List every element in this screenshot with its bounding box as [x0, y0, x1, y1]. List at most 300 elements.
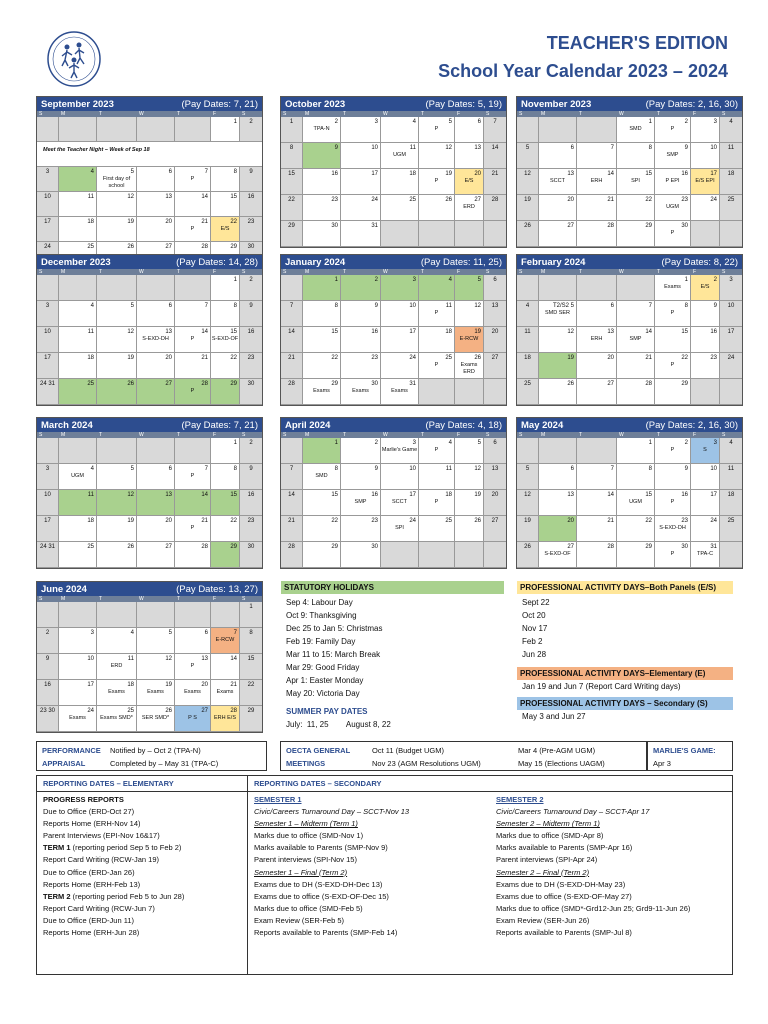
- day-number: 23: [247, 518, 255, 524]
- day-number: 15: [331, 492, 338, 498]
- day-number: 2: [684, 119, 688, 125]
- rep-sec-item: Marks due to office (SMD*-Grd12-Jun 25; Grd9-11-Jun 26): [496, 903, 691, 913]
- day-number: 23: [681, 518, 688, 524]
- day-cell: [97, 301, 137, 327]
- day-cell: [419, 464, 455, 490]
- day-number: 31: [710, 544, 717, 550]
- day-number: 13: [491, 303, 499, 309]
- rep-elem-item: Reports Home (ERH-Nov 14): [43, 819, 141, 829]
- day-cell: [655, 117, 691, 143]
- day-number: 19: [127, 355, 134, 361]
- day-cell: [691, 169, 720, 195]
- day-note: P: [670, 230, 675, 236]
- month-calendar: [280, 417, 507, 569]
- day-cell: [281, 195, 303, 221]
- reporting-secondary-box: [247, 775, 733, 975]
- day-cell: [341, 327, 381, 353]
- day-number: 27: [165, 244, 172, 250]
- day-cell: [211, 628, 240, 654]
- day-number: 27: [567, 544, 574, 550]
- day-note: First day of school: [102, 176, 131, 189]
- day-number: [484, 221, 506, 223]
- day-cell: [211, 192, 240, 217]
- semester-2-column: [490, 792, 732, 941]
- weekday-label: M: [541, 432, 546, 438]
- day-cell: [211, 167, 240, 192]
- day-note: E/S EPI: [695, 178, 715, 184]
- day-number: [539, 117, 576, 119]
- day-number: 30: [681, 544, 688, 550]
- day-cell: [539, 327, 577, 353]
- day-number: 11: [445, 466, 452, 472]
- day-number: 1: [684, 277, 688, 283]
- day-number: 15: [681, 329, 688, 335]
- day-cell: [484, 195, 506, 221]
- day-note: ERH E/S: [213, 715, 236, 721]
- day-number: 4: [90, 303, 94, 309]
- day-cell: [281, 169, 303, 195]
- day-number: 30: [247, 544, 255, 550]
- day-cell: [419, 275, 455, 301]
- day-cell: [419, 379, 455, 405]
- day-number: 25: [445, 355, 452, 361]
- day-cell: [720, 464, 742, 490]
- day-cell: [240, 275, 262, 301]
- day-number: 23: [247, 355, 255, 361]
- day-grid: [37, 602, 262, 732]
- day-cell: [419, 438, 455, 464]
- day-cell: [281, 516, 303, 542]
- day-cell: [37, 542, 59, 568]
- day-cell: [240, 602, 262, 628]
- day-cell: [175, 542, 211, 568]
- day-number: 21: [607, 518, 614, 524]
- day-number: [37, 602, 58, 604]
- day-cell: [381, 301, 419, 327]
- day-cell: [655, 327, 691, 353]
- day-cell: [381, 117, 419, 143]
- rep-sec-item: Parent interviews (SPI-Apr 24): [496, 855, 598, 865]
- day-number: 30: [371, 381, 378, 387]
- day-cell: [137, 490, 175, 516]
- day-number: 16: [681, 492, 688, 498]
- day-note: UGM: [71, 473, 84, 479]
- weekday-label: W: [139, 596, 144, 602]
- progress-reports-heading: PROGRESS REPORTS: [43, 795, 124, 804]
- day-cell: [539, 379, 577, 405]
- day-cell: [539, 275, 577, 301]
- day-cell: [97, 167, 137, 192]
- day-number: 11: [445, 303, 452, 309]
- weekday-label: S: [39, 432, 43, 438]
- day-number: 26: [127, 544, 134, 550]
- day-number: 24 31: [39, 544, 55, 550]
- day-number: 9: [45, 656, 50, 662]
- day-cell: [455, 516, 484, 542]
- weekday-label: T: [657, 432, 661, 438]
- day-cell: [539, 490, 577, 516]
- day-note: Exams: [147, 689, 164, 695]
- day-number: 12: [567, 329, 574, 335]
- day-number: 17: [409, 329, 416, 335]
- marlie-title: MARLIE'S GAME:: [653, 746, 716, 755]
- day-number: [539, 438, 576, 440]
- month-header: [281, 255, 506, 269]
- day-number: 29: [681, 381, 688, 387]
- day-number: 13: [474, 145, 481, 151]
- day-cell: [617, 301, 655, 327]
- day-number: 5: [130, 466, 134, 472]
- day-number: 16: [247, 329, 255, 335]
- day-grid: [517, 275, 742, 405]
- day-cell: [97, 438, 137, 464]
- day-cell: [691, 327, 720, 353]
- day-number: [484, 379, 506, 381]
- day-number: [577, 438, 616, 440]
- weekday-label: S: [519, 269, 523, 275]
- day-number: 21: [201, 518, 208, 524]
- day-cell: [97, 464, 137, 490]
- day-number: 3: [713, 119, 717, 125]
- day-cell: [97, 706, 137, 732]
- day-number: 9: [374, 466, 378, 472]
- month-title: March 2024: [41, 419, 93, 431]
- weekday-label: T: [177, 432, 181, 438]
- day-note: S-EXD-OF: [544, 551, 571, 557]
- oecta-label-1: OECTA GENERAL: [286, 746, 351, 755]
- day-number: 13: [165, 492, 172, 498]
- day-number: 4: [130, 630, 134, 636]
- day-number: 13: [165, 194, 172, 200]
- day-number: 17: [44, 355, 51, 361]
- day-cell: [341, 542, 381, 568]
- day-note: P: [434, 178, 439, 184]
- day-number: 2: [249, 440, 253, 446]
- day-cell: [59, 542, 97, 568]
- day-cell: [303, 117, 341, 143]
- day-cell: [455, 379, 484, 405]
- day-cell: [211, 117, 240, 142]
- day-number: 12: [524, 492, 531, 498]
- day-number: 3: [412, 440, 416, 446]
- day-number: 29: [230, 381, 237, 387]
- weekday-label: T: [579, 432, 583, 438]
- day-cell: [97, 275, 137, 301]
- day-number: 17: [727, 329, 735, 335]
- day-cell: [59, 301, 97, 327]
- day-cell: [303, 464, 341, 490]
- day-cell: [175, 602, 211, 628]
- day-cell: [720, 327, 742, 353]
- day-cell: [137, 542, 175, 568]
- day-number: 27: [607, 381, 614, 387]
- day-cell: [175, 327, 211, 353]
- rep-sec-item: Exam Review (SER-Jun 26): [496, 915, 590, 925]
- day-number: 25: [409, 197, 416, 203]
- day-cell: [59, 602, 97, 628]
- month-header: [517, 418, 742, 432]
- day-note: ERH: [590, 336, 603, 342]
- day-cell: [484, 117, 506, 143]
- pa-elem-dates: Jan 19 and Jun 7 (Report Card Writing days): [522, 682, 681, 691]
- day-cell: [655, 516, 691, 542]
- rep-elem-item: Due to Office (ERD-Oct 27): [43, 807, 135, 817]
- day-cell: [655, 379, 691, 405]
- day-number: 5: [448, 119, 452, 125]
- day-number: [517, 117, 538, 119]
- day-cell: [455, 542, 484, 568]
- day-cell: [539, 542, 577, 568]
- day-number: 8: [684, 303, 688, 309]
- oecta-date: May 15 (Elections UAGM): [518, 759, 605, 768]
- day-note: S-EXD-DH: [659, 525, 686, 531]
- day-cell: [240, 327, 262, 353]
- day-number: 3: [45, 303, 50, 309]
- day-note: SMP: [629, 336, 642, 342]
- calendar-title: School Year Calendar 2023 – 2024: [438, 61, 728, 81]
- day-cell: [37, 628, 59, 654]
- month-title: December 2023: [41, 256, 111, 268]
- day-number: 14: [607, 171, 614, 177]
- day-number: 17: [710, 171, 717, 177]
- rep-sec-item: Exams due to office (S-EXD-OF-Dec 15): [254, 891, 389, 901]
- weekday-label: S: [283, 269, 287, 275]
- day-number: [37, 438, 58, 440]
- weekday-label: T: [657, 111, 661, 117]
- day-number: 7: [204, 169, 208, 175]
- day-number: 8: [334, 303, 338, 309]
- day-cell: [303, 275, 341, 301]
- month-calendar: [280, 254, 507, 406]
- day-cell: [577, 195, 617, 221]
- day-number: [381, 221, 418, 223]
- day-cell: [137, 275, 175, 301]
- day-number: [691, 379, 719, 381]
- day-cell: [419, 117, 455, 143]
- day-cell: [37, 192, 59, 217]
- day-number: [137, 117, 174, 119]
- day-number: 30: [371, 544, 378, 550]
- day-number: 24: [87, 708, 94, 714]
- day-number: [137, 438, 174, 440]
- day-number: 25: [87, 381, 94, 387]
- day-number: 24: [409, 355, 416, 361]
- day-number: 17: [710, 492, 717, 498]
- day-cell: [539, 353, 577, 379]
- day-number: [517, 275, 538, 277]
- day-cell: [59, 680, 97, 706]
- rep-sec-item: Exam Review (SER-Feb 5): [254, 915, 345, 925]
- day-number: 2: [713, 277, 717, 283]
- day-number: 30: [331, 223, 338, 229]
- weekday-label: M: [61, 596, 66, 602]
- rep-elem-item: Reports Home (ERH-Feb 13): [43, 879, 141, 889]
- day-cell: [381, 438, 419, 464]
- day-number: 12: [127, 329, 134, 335]
- day-cell: [655, 301, 691, 327]
- day-note: S-EXD-OF: [211, 336, 239, 342]
- weekday-label: T: [177, 596, 181, 602]
- day-number: 7: [289, 466, 294, 472]
- weekday-label: T: [579, 269, 583, 275]
- day-number: 5: [477, 277, 481, 283]
- day-number: 4: [90, 169, 94, 175]
- day-cell: [281, 117, 303, 143]
- day-cell: [484, 169, 506, 195]
- weekday-label: S: [722, 269, 726, 275]
- day-grid: [517, 438, 742, 568]
- day-cell: [211, 654, 240, 680]
- day-cell: [211, 680, 240, 706]
- day-number: 23: [331, 197, 338, 203]
- day-number: 12: [474, 303, 481, 309]
- day-number: 25: [445, 518, 452, 524]
- day-cell: [240, 516, 262, 542]
- day-cell: [455, 301, 484, 327]
- day-cell: [419, 221, 455, 247]
- day-number: [59, 275, 96, 277]
- day-cell: [59, 327, 97, 353]
- day-cell: [137, 353, 175, 379]
- day-cell: [59, 192, 97, 217]
- day-number: 20: [165, 219, 172, 225]
- day-note: P: [190, 525, 195, 531]
- day-cell: [137, 438, 175, 464]
- day-cell: [617, 275, 655, 301]
- day-cell: [175, 464, 211, 490]
- weekday-label: S: [242, 432, 246, 438]
- day-cell: [455, 490, 484, 516]
- day-cell: [281, 353, 303, 379]
- day-note: SCCT: [392, 499, 407, 505]
- day-grid: [37, 117, 262, 267]
- day-note: Exams SMD*: [100, 715, 133, 721]
- month-title: January 2024: [285, 256, 346, 268]
- day-number: 19: [165, 682, 172, 688]
- day-number: 28: [201, 244, 208, 250]
- day-note: P: [434, 447, 439, 453]
- day-number: [37, 117, 58, 119]
- day-number: 5: [525, 466, 530, 472]
- day-number: 12: [127, 492, 134, 498]
- day-number: [720, 221, 742, 223]
- day-number: 10: [44, 194, 51, 200]
- day-cell: [720, 143, 742, 169]
- day-cell: [455, 195, 484, 221]
- month-title: October 2023: [285, 98, 346, 110]
- day-number: 18: [87, 355, 94, 361]
- day-number: 3: [374, 119, 378, 125]
- day-number: 19: [127, 219, 134, 225]
- day-cell: [211, 379, 240, 405]
- day-cell: [211, 706, 240, 732]
- day-cell: [655, 143, 691, 169]
- day-cell: [175, 490, 211, 516]
- day-cell: [517, 221, 539, 247]
- day-note: SCCT: [550, 178, 565, 184]
- day-note: Exams: [216, 689, 234, 695]
- day-cell: [175, 353, 211, 379]
- day-number: 23: [371, 518, 378, 524]
- weekday-label: M: [61, 111, 66, 117]
- pay-dates: (Pay Dates: 5, 19): [425, 98, 502, 110]
- rep-sec-title: REPORTING DATES – SECONDARY: [248, 776, 732, 792]
- day-cell: [281, 490, 303, 516]
- day-cell: [539, 143, 577, 169]
- pay-dates: (Pay Dates: 4, 18): [425, 419, 502, 431]
- statutory-holidays-panel: [281, 581, 504, 702]
- weekday-label: S: [519, 111, 523, 117]
- day-number: 7: [233, 630, 237, 636]
- day-cell: [691, 438, 720, 464]
- day-note: ERD: [110, 663, 123, 669]
- day-cell: [691, 490, 720, 516]
- term1-heading: TERM 1: [43, 843, 71, 853]
- day-cell: [175, 654, 211, 680]
- month-header: [281, 97, 506, 111]
- rep-elem-item: Parent Interviews (EPI-Nov 16&17): [43, 831, 160, 841]
- day-number: 2: [45, 630, 50, 636]
- day-number: 3: [713, 440, 717, 446]
- weekday-label: F: [213, 111, 217, 117]
- day-note: UGM: [666, 204, 679, 210]
- day-number: 26: [445, 197, 452, 203]
- day-number: 15: [645, 171, 652, 177]
- day-number: 26: [165, 708, 172, 714]
- day-note: Exams: [391, 388, 408, 394]
- day-number: 5: [168, 630, 172, 636]
- day-cell: [137, 680, 175, 706]
- day-note: Exams: [664, 284, 681, 290]
- holiday-item: Feb 19: Family Day: [286, 637, 356, 646]
- day-note: E/S: [220, 226, 230, 232]
- day-cell: [211, 542, 240, 568]
- day-number: 14: [491, 145, 499, 151]
- weekday-label: S: [486, 432, 490, 438]
- pa-both-panel: [517, 581, 733, 663]
- day-number: 15: [230, 492, 237, 498]
- day-cell: [137, 301, 175, 327]
- day-cell: [539, 516, 577, 542]
- weekday-label: F: [457, 269, 461, 275]
- day-cell: [175, 379, 211, 405]
- weekday-label: F: [457, 111, 461, 117]
- day-cell: [281, 464, 303, 490]
- day-number: 22: [645, 518, 652, 524]
- day-note: P EPI: [665, 178, 680, 184]
- marlie-date: Apr 3: [653, 759, 671, 768]
- day-grid: [37, 438, 262, 568]
- day-number: 29: [230, 244, 237, 250]
- day-cell: [517, 464, 539, 490]
- day-number: 10: [409, 303, 416, 309]
- day-number: 7: [289, 303, 294, 309]
- day-number: 4: [729, 119, 733, 125]
- day-note: SMD: [629, 126, 642, 132]
- weekday-label: S: [486, 269, 490, 275]
- day-cell: [691, 143, 720, 169]
- day-cell: [539, 438, 577, 464]
- weekday-label: W: [139, 111, 144, 117]
- perf-label-2: APPRAISAL: [42, 759, 86, 768]
- day-cell: [419, 195, 455, 221]
- day-cell: [240, 680, 262, 706]
- day-number: [691, 221, 719, 223]
- day-note: TPA-N: [313, 126, 330, 132]
- day-number: [175, 438, 210, 440]
- day-number: 21: [288, 518, 295, 524]
- day-number: 20: [201, 682, 208, 688]
